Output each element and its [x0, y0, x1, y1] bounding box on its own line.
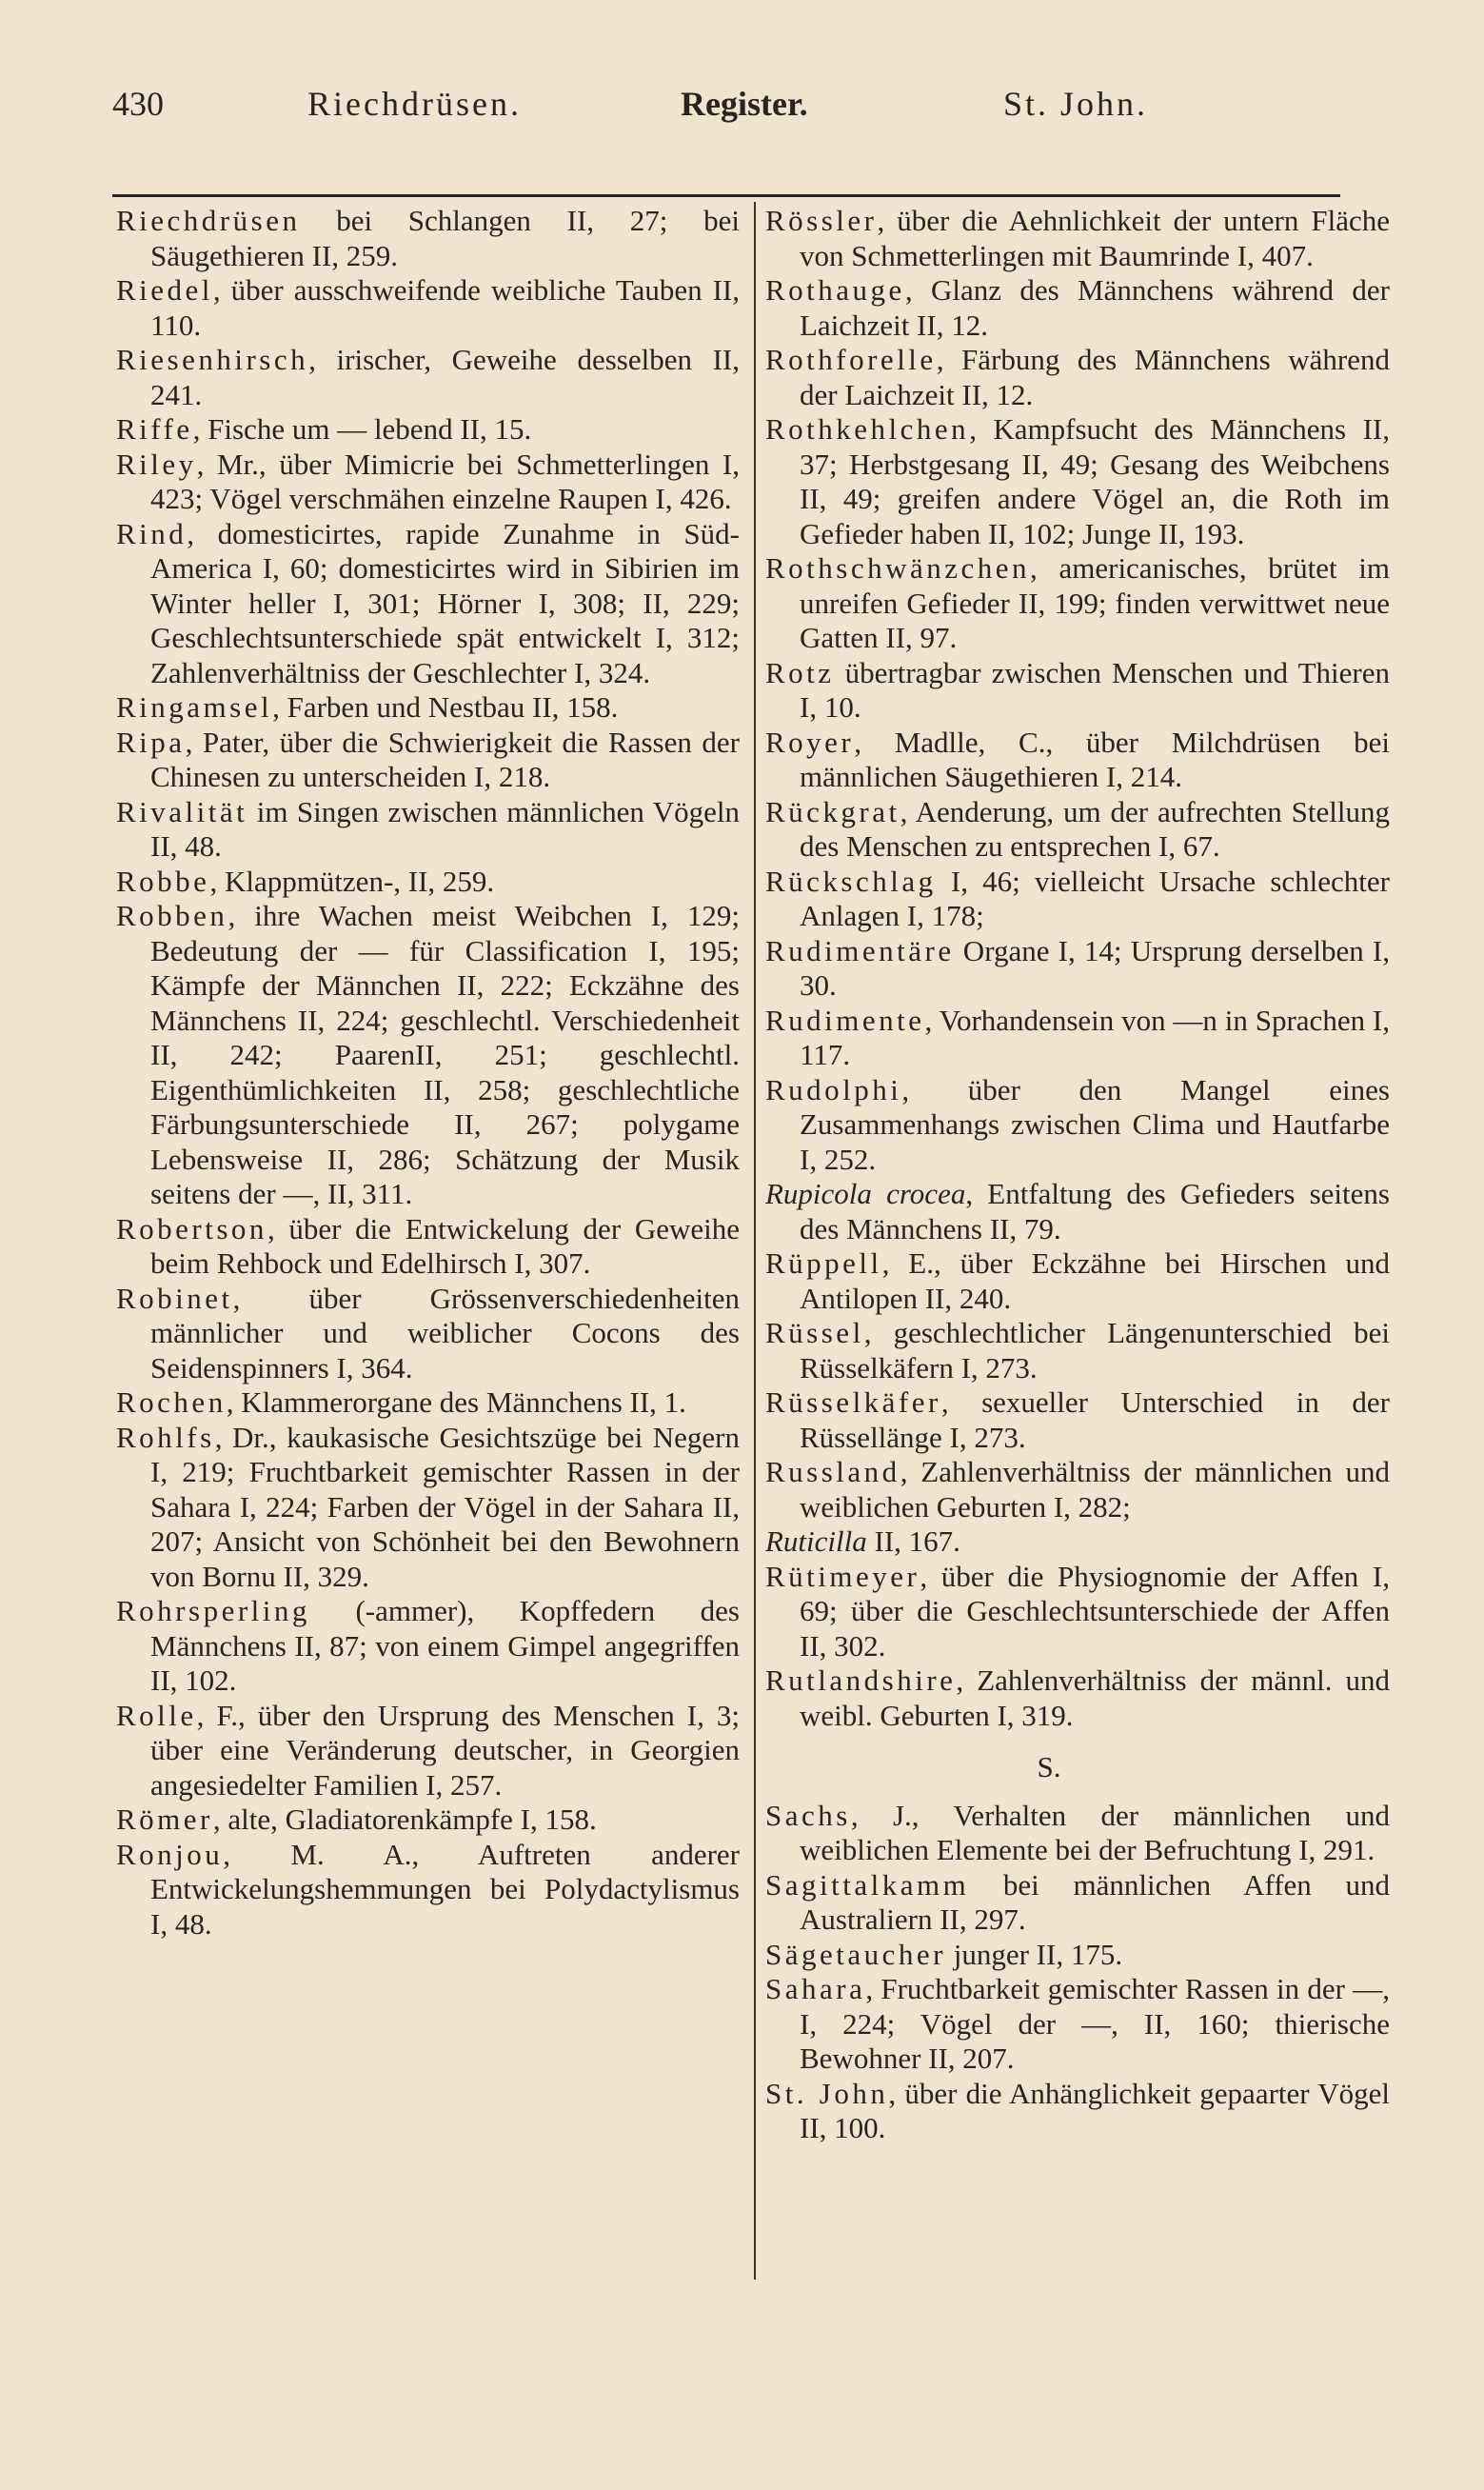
index-entry — [765, 795, 1390, 865]
section-letter: S. — [1037, 1750, 1061, 1783]
index-entry-text: , Fische um — lebend II, 15. — [192, 412, 532, 446]
index-entry — [116, 1838, 740, 1942]
index-entry — [765, 1177, 1390, 1246]
index-entry — [116, 1699, 740, 1803]
index-entry-keyword: Rössler — [765, 204, 878, 237]
index-entry-text: , über die Entwickelung der Geweihe beim Rehbock und Edelhirsch I, 307. — [150, 1211, 740, 1280]
index-entry-text: junger II, 175. — [945, 1937, 1123, 1971]
index-entry-keyword: Rivalität — [116, 794, 248, 828]
index-entry — [765, 1004, 1390, 1073]
running-head-center: Register. — [681, 85, 808, 123]
index-entry-text: , Pater, über die Schwierigkeit die Rassen der Chinesen zu unterscheiden I, 218. — [150, 725, 740, 793]
index-entry — [765, 551, 1390, 656]
index-entry-keyword: Riley — [116, 447, 197, 481]
index-entry — [765, 1524, 1390, 1560]
index-entry-keyword: Ringamsel — [116, 690, 273, 724]
index-entry-text: (-ammer), Kopffedern des Männchens II, 87; von einem Gimpel angegriffen II, 102. — [150, 1594, 740, 1697]
index-entry — [765, 1560, 1390, 1664]
index-entry-keyword: Rothschwänzchen — [765, 551, 1031, 585]
index-entry-text: , über den Mangel eines Zusammenhangs zwischen Clima und Hautfarbe I, 252. — [800, 1072, 1390, 1176]
index-entry-text: , sexueller Unterschied in der Rüssellänge I, 273. — [800, 1385, 1390, 1454]
index-entry-keyword: Rohrsperling — [116, 1594, 310, 1627]
index-entry — [116, 412, 740, 448]
index-entry — [765, 1663, 1390, 1733]
index-entry-text: , americanisches, brütet im unreifen Gefieder II, 199; finden verwittwet neue Gatten II, 97. — [800, 551, 1390, 654]
index-entry-keyword: St. John — [765, 2076, 889, 2110]
index-entry-keyword: Sagittalkamm — [765, 1867, 970, 1902]
index-entry-text: bei männlichen Affen und Australiern II, 297. — [800, 1867, 1390, 1936]
index-entry-keyword: Rutlandshire — [765, 1663, 957, 1697]
index-entry-keyword: Rudimente — [765, 1003, 925, 1037]
index-entry-keyword: Rohlfs — [116, 1420, 215, 1454]
index-entry-keyword: Römer — [116, 1803, 213, 1836]
index-entry-text: , geschlechtlicher Längenunterschied bei Rüsselkäfern I, 273. — [800, 1316, 1390, 1384]
index-entry-text: , Aenderung, um der aufrechten Stellung des Menschen zu entsprechen I, 67. — [800, 794, 1390, 863]
index-entry — [116, 1421, 740, 1595]
index-entry-text: , über ausschweifende weibliche Tauben II, 110. — [150, 273, 740, 342]
index-entry-keyword: Rückschlag — [765, 864, 937, 898]
index-entry — [765, 273, 1390, 343]
index-entry-text: , ihre Wachen meist Weibchen I, 129; Bedeutung der — für Classification I, 195; Kämpfe der Männchen II, 222; Eckzähne des Männchens II, 224; geschlechtl. Verschiedenheit II, 242; PaarenII, 251; geschlechtl. Eigenthümlichkeiten II, 258; geschlechtliche Färbungsunterschiede II, 267; polygame Lebensweise II, 286; Schätzung der Musik seitens der —, II, 311. — [150, 899, 740, 1210]
index-entry-keyword: Rochen — [116, 1385, 227, 1419]
index-entry-keyword: Riesenhirsch — [116, 343, 309, 376]
index-entry-keyword: Rückgrat — [765, 794, 900, 828]
index-entry-keyword: Robertson — [116, 1211, 267, 1245]
index-entry-keyword: Ruticilla — [765, 1524, 867, 1558]
index-entry — [116, 204, 740, 273]
index-entry-keyword: Rudimentäre — [765, 933, 955, 967]
index-entry — [765, 1316, 1390, 1385]
index-entry — [765, 343, 1390, 412]
index-entry — [116, 690, 740, 726]
index-entry-keyword: Rind — [116, 516, 188, 550]
index-entry-keyword: Ronjou — [116, 1837, 224, 1871]
index-entry-text: , Kampfsucht des Männchens II, 37; Herbstgesang II, 49; Gesang des Weibchens II, 49; greifen andere Vögel an, die Roth im Gefieder haben II, 102; Junge II, 193. — [800, 412, 1390, 550]
index-entry-keyword: Rothkehlchen — [765, 412, 970, 446]
index-entry-keyword: Rothforelle — [765, 343, 937, 376]
left-column — [116, 204, 740, 1942]
index-entry-text: , Klammerorgane des Männchens II, 1. — [226, 1385, 686, 1419]
running-head-left: Riechdrüsen. — [307, 85, 522, 123]
index-entry-text: , Madlle, C., über Milchdrüsen bei männlichen Säugethieren I, 214. — [800, 725, 1390, 793]
index-entry-keyword: Ripa — [116, 725, 186, 759]
index-entry — [765, 656, 1390, 726]
index-entry-keyword: Sachs — [765, 1798, 851, 1832]
index-entry-keyword: Rothauge — [765, 273, 905, 307]
index-entry-text: II, 167. — [866, 1524, 960, 1558]
index-entry — [765, 204, 1390, 273]
index-entry-keyword: Rüsselkäfer — [765, 1385, 941, 1419]
index-entry-text: im Singen zwischen männlichen Vögeln II, 48. — [150, 794, 740, 863]
index-entry-keyword: Riechdrüsen — [116, 204, 301, 237]
index-entry-text: Organe I, 14; Ursprung derselben I, 30. — [800, 933, 1390, 1002]
index-entry-keyword: Rupicola crocea — [765, 1177, 966, 1210]
index-entry — [765, 934, 1390, 1004]
index-entry — [765, 1868, 1390, 1938]
index-entry — [116, 899, 740, 1212]
index-entry — [116, 448, 740, 517]
index-entry-text: , Farben und Nestbau II, 158. — [272, 690, 619, 724]
index-entry — [765, 1799, 1390, 1868]
index-entry-keyword: Rotz — [765, 655, 835, 689]
running-header — [112, 84, 1340, 141]
index-entry — [116, 1594, 740, 1699]
index-entry-keyword: Sahara — [765, 1972, 866, 2005]
index-entry-keyword: Riedel — [116, 273, 213, 307]
running-head-right: St. John. — [1003, 85, 1149, 123]
index-entry-text: I, 46; vielleicht Ursache schlechter Anlagen I, 178; — [800, 864, 1390, 932]
index-entry-text: , über die Physiognomie der Affen I, 69; über die Geschlechtsunterschiede der Affen II, 302. — [800, 1559, 1390, 1663]
index-entry-text: , J., Verhalten der männlichen und weiblichen Elemente bei der Befruchtung I, 291. — [800, 1798, 1390, 1866]
index-entry — [765, 1938, 1390, 1973]
index-entry — [765, 1455, 1390, 1524]
index-entry — [116, 1212, 740, 1282]
index-entry-keyword: Rudolphi — [765, 1072, 902, 1106]
index-entry-text: , Zahlenverhältniss der männl. und weibl. Geburten I, 319. — [800, 1663, 1390, 1732]
index-entry-text: , über die Anhänglichkeit gepaarter Vögel II, 100. — [800, 2076, 1390, 2144]
index-entry-text: , Dr., kaukasische Gesichtszüge bei Negern I, 219; Fruchtbarkeit gemischter Rassen in der Sahara I, 224; Farben der Vögel in der Sahara II, 207; Ansicht von Schönheit bei den Bewohnern von Bornu II, 329. — [150, 1420, 740, 1593]
index-entry-text: , alte, Gladiatorenkämpfe I, 158. — [212, 1803, 597, 1836]
index-entry-text: , M. A., Auftreten anderer Entwickelungshemmungen bei Polydactylismus I, 48. — [150, 1837, 740, 1941]
index-entry-text: , Glanz des Männchens während der Laichzeit II, 12. — [800, 273, 1390, 342]
index-entry-keyword: Robinet — [116, 1281, 233, 1315]
index-entry-keyword: Royer — [765, 725, 855, 759]
index-entry-text: , Zahlenverhältniss der männlichen und weiblichen Geburten I, 282; — [800, 1455, 1390, 1524]
index-entry-text: , Mr., über Mimicrie bei Schmetterlingen I, 423; Vögel verschmähen einzelne Raupen I, 426. — [150, 447, 740, 515]
index-entry — [116, 273, 740, 343]
index-entry-text: , domesticirtes, rapide Zunahme in Süd-America I, 60; domesticirtes wird in Sibirien im Winter heller I, 301; Hörner I, 308; II, 229; Geschlechtsunterschiede spät entwickelt I, 312; Zahlenverhältniss der Geschlechter I, 324. — [150, 516, 740, 689]
index-entry-keyword: Rolle — [116, 1698, 197, 1732]
index-entry — [116, 517, 740, 691]
page-number: 430 — [112, 85, 164, 123]
index-entry — [116, 1385, 740, 1421]
index-entry — [765, 1073, 1390, 1178]
index-entry-text: , F., über den Ursprung des Menschen I, 3; über eine Veränderung deutscher, in Georgien angesiedelter Familien I, 257. — [150, 1698, 740, 1802]
index-entry — [765, 1246, 1390, 1316]
index-entry — [765, 1972, 1390, 2077]
index-entry — [765, 1385, 1390, 1455]
header-rule — [112, 194, 1340, 197]
index-entry-keyword: Rüssel — [765, 1316, 864, 1349]
right-column — [765, 204, 1390, 2146]
index-entry — [116, 1803, 740, 1838]
index-entry-text: , über die Aehnlichkeit der untern Fläche von Schmetterlingen mit Baumrinde I, 407. — [800, 204, 1390, 272]
index-entry-text: , E., über Eckzähne bei Hirschen und Antilopen II, 240. — [800, 1246, 1390, 1315]
index-entry — [765, 412, 1390, 551]
index-entry-text: , Vorhandensein von —n in Sprachen I, 117. — [800, 1003, 1390, 1071]
index-entry — [116, 726, 740, 795]
index-entry — [765, 726, 1390, 795]
index-entry-text: , Färbung des Männchens während der Laichzeit II, 12. — [800, 343, 1390, 411]
index-entry — [116, 865, 740, 900]
index-entry-text: , über Grössenverschiedenheiten männlicher und weiblicher Cocons des Seidenspinners I, 364. — [150, 1281, 740, 1384]
index-entry-keyword: Rütimeyer — [765, 1559, 920, 1593]
index-entry — [116, 1282, 740, 1386]
index-entry — [765, 865, 1390, 934]
index-entry-text: , Entfaltung des Gefieders seitens des Männchens II, 79. — [800, 1177, 1390, 1245]
index-entry — [116, 795, 740, 865]
index-entry-text: bei Schlangen II, 27; bei Säugethieren II, 259. — [150, 204, 740, 272]
index-entry-keyword: Rüppell — [765, 1246, 882, 1280]
index-entry — [765, 2077, 1390, 2146]
index-entry-keyword: Sägetaucher — [765, 1937, 946, 1971]
column-divider — [754, 202, 756, 2280]
index-entry-text: übertragbar zwischen Menschen und Thieren I, 10. — [800, 655, 1390, 724]
index-entry-keyword: Robbe — [116, 864, 210, 898]
index-entry — [116, 343, 740, 412]
index-entry-keyword: Riffe — [116, 412, 193, 446]
index-entry-keyword: Russland — [765, 1455, 900, 1488]
index-entry-text: , Fruchtbarkeit gemischter Rassen in der —, I, 224; Vögel der —, II, 160; thierische Bewohner II, 207. — [800, 1972, 1390, 2075]
index-entry-text: , Klappmützen-, II, 259. — [209, 864, 495, 898]
index-entry-keyword: Robben — [116, 899, 228, 932]
index-entry-text: , irischer, Geweihe desselben II, 241. — [150, 343, 740, 411]
